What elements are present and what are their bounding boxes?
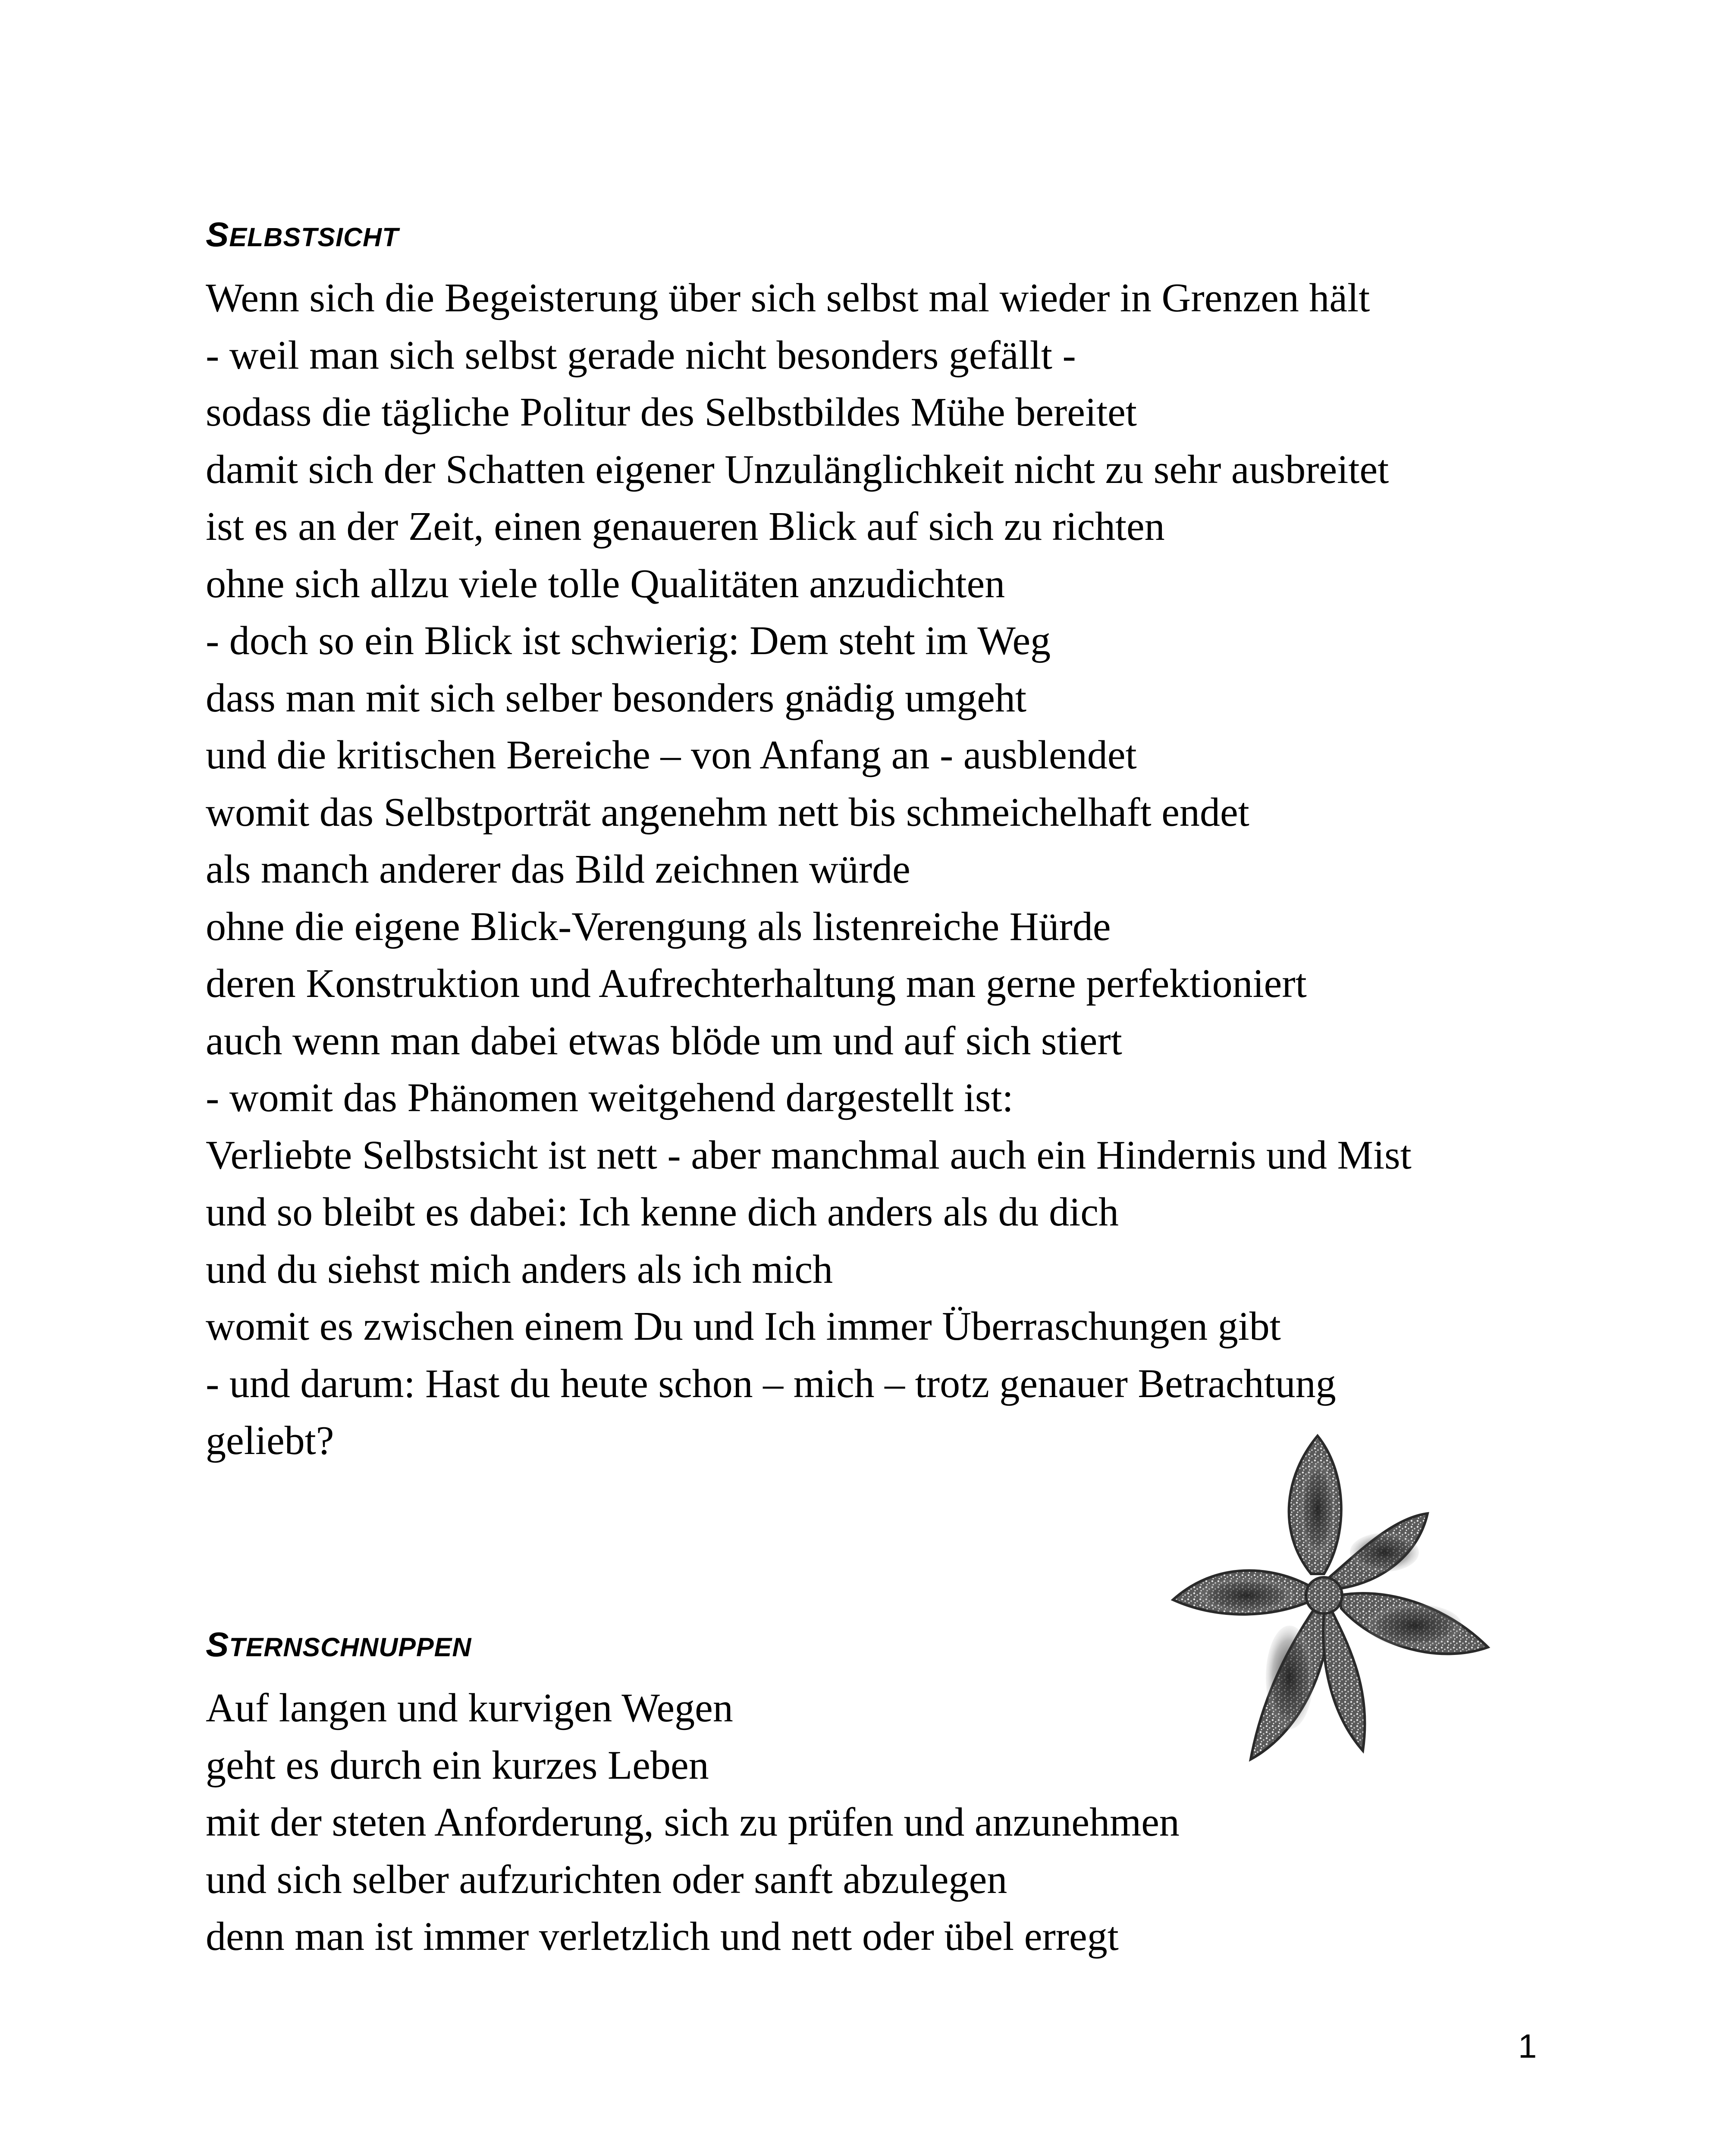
poem-line: auch wenn man dabei etwas blöde um und auf sich stiert: [206, 1018, 1122, 1063]
poem-line: deren Konstruktion und Aufrechterhaltung man gerne perfektioniert: [206, 961, 1307, 1006]
poem-line: - doch so ein Blick ist schwierig: Dem steht im Weg: [206, 618, 1051, 663]
title-initial: S: [206, 215, 229, 254]
poem-title-selbstsicht: [206, 215, 398, 254]
poem-line: ist es an der Zeit, einen genaueren Blick auf sich zu richten: [206, 504, 1165, 549]
title-initial: S: [206, 1625, 229, 1664]
poem-line: - womit das Phänomen weitgehend dargestellt ist:: [206, 1075, 1013, 1120]
poem-line: ohne die eigene Blick-Verengung als listenreiche Hürde: [206, 904, 1111, 949]
poem-line: ohne sich allzu viele tolle Qualitäten anzudichten: [206, 561, 1005, 606]
poem-line: denn man ist immer verletzlich und nett oder übel erregt: [206, 1914, 1119, 1959]
poem-line: und so bleibt es dabei: Ich kenne dich anders als du dich: [206, 1190, 1119, 1235]
poem-line: als manch anderer das Bild zeichnen würde: [206, 847, 910, 892]
poem-line: dass man mit sich selber besonders gnädig umgeht: [206, 675, 1027, 721]
poem-line: womit das Selbstporträt angenehm nett bis schmeichelhaft endet: [206, 790, 1249, 835]
poem-line: damit sich der Schatten eigener Unzulänglichkeit nicht zu sehr ausbreitet: [206, 447, 1389, 492]
title-rest: TERNSCHNUPPEN: [229, 1633, 472, 1662]
poem-line: und die kritischen Bereiche – von Anfang an - ausblendet: [206, 733, 1137, 777]
page-number: 1: [1518, 2027, 1537, 2065]
frosted-leaf-rosette-icon: [1169, 1423, 1505, 1777]
poem-line: Auf langen und kurvigen Wegen: [206, 1686, 733, 1730]
poem-line: Verliebte Selbstsicht ist nett - aber manchmal auch ein Hindernis und Mist: [206, 1132, 1412, 1178]
poem-line: mit der steten Anforderung, sich zu prüfen und anzunehmen: [206, 1800, 1180, 1845]
poem-line: - und darum: Hast du heute schon – mich – trotz genauer Betrachtung: [206, 1361, 1336, 1406]
poem-line: womit es zwischen einem Du und Ich immer Überraschungen gibt: [206, 1304, 1281, 1349]
poem-line: geliebt?: [206, 1418, 334, 1463]
poem-line: geht es durch ein kurzes Leben: [206, 1742, 709, 1788]
poem-line: sodass die tägliche Politur des Selbstbildes Mühe bereitet: [206, 390, 1137, 435]
poem-line: und du siehst mich anders als ich mich: [206, 1247, 833, 1292]
poem-line: Wenn sich die Begeisterung über sich selbst mal wieder in Grenzen hält: [206, 276, 1370, 320]
poem-title-sternschnuppen: [206, 1625, 471, 1664]
poem-body-selbstsicht: [206, 270, 1412, 1470]
poem-line: und sich selber aufzurichten oder sanft abzulegen: [206, 1857, 1007, 1902]
title-rest: ELBSTSICHT: [229, 222, 399, 252]
poem-body-sternschnuppen: [206, 1680, 1180, 1965]
poem-line: - weil man sich selbst gerade nicht besonders gefällt -: [206, 332, 1076, 378]
